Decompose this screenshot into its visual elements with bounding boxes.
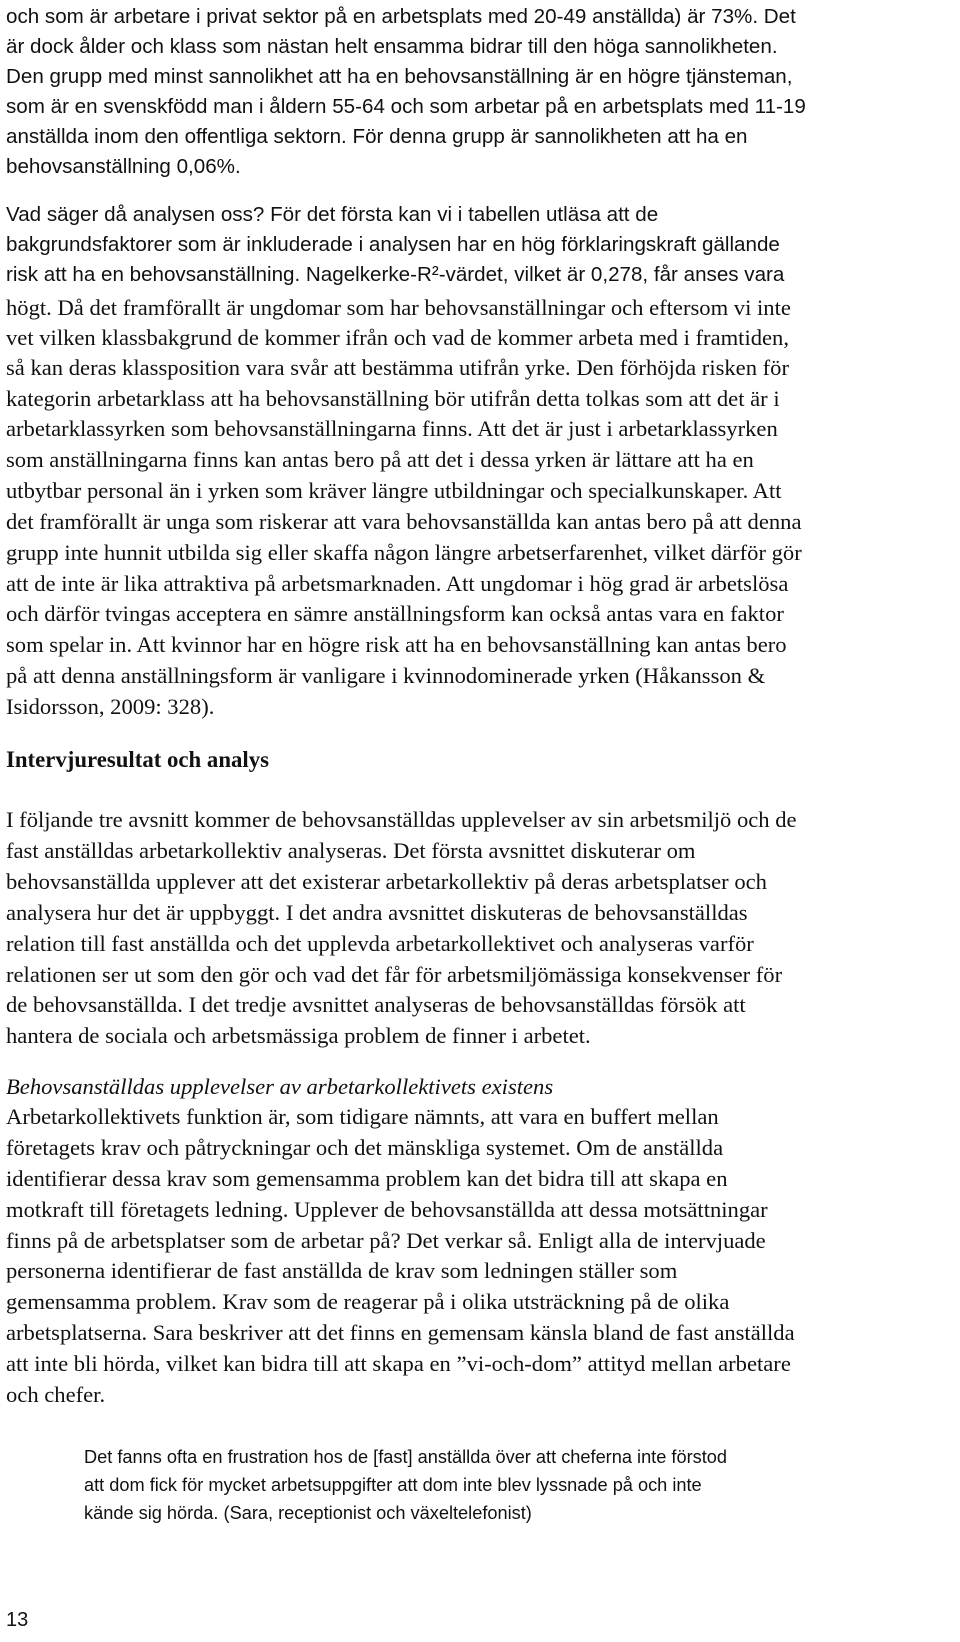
body-text-line: arbetsplatserna. Sara beskriver att det finns en gemensam känsla bland de fast anställda (6, 1320, 795, 1345)
body-text-line: kategorin arbetarklass att ha behovsanställning bör utifrån detta tolkas som att det är i (6, 386, 780, 411)
body-text-line: och därför tvingas acceptera en sämre anställningsform kan också antas vara en faktor (6, 601, 784, 626)
body-text-line: risk att ha en behovsanställning. Nagelkerke-R²-värdet, vilket är 0,278, får anses vara (6, 263, 785, 286)
body-text-line: arbetarklassyrken som behovsanställningarna finns. Att det är just i arbetarklassyrken (6, 416, 778, 441)
body-text-line: på att denna anställningsform är vanligare i kvinnodominerade yrken (Håkansson & (6, 663, 766, 688)
body-text-line: bakgrundsfaktorer som är inkluderade i analysen har en hög förklaringskraft gällande (6, 233, 780, 256)
page-number: 13 (6, 1609, 29, 1631)
body-text-line: företagets krav och påtryckningar och det mänskliga systemet. Om de anställda (6, 1135, 724, 1160)
body-text-line: Arbetarkollektivets funktion är, som tidigare nämnts, att vara en buffert mellan (6, 1104, 719, 1129)
body-text-line: relationen ser ut som den gör och vad det får för arbetsmiljömässiga konsekvenser för (6, 962, 783, 987)
body-text-line: behovsanställda upplever att det existerar arbetarkollektiv på deras arbetsplatser och (6, 869, 767, 894)
body-text-line: finns på de arbetsplatser som de arbetar på? Det verkar så. Enligt alla de intervjuade (6, 1228, 766, 1253)
body-text-line: motkraft till företagets ledning. Upplever de behovsanställda att dessa motsättningar (6, 1197, 768, 1222)
body-text-line: att inte bli hörda, vilket kan bidra till att skapa en ”vi-och-dom” attityd mellan arbetare (6, 1351, 791, 1376)
body-text-line: utbytbar personal än i yrken som kräver längre utbildningar och specialkunskaper. Att (6, 478, 782, 503)
body-text-line: Isidorsson, 2009: 328). (6, 694, 215, 719)
block-quote-line: att dom fick för mycket arbetsuppgifter att dom inte blev lyssnade på och inte (84, 1475, 702, 1495)
document-page (6, 0, 954, 1642)
body-text-line: gemensamma problem. Krav som de reagerar på i olika utsträckning på de olika (6, 1289, 730, 1314)
body-text-line: analysera hur det är uppbyggt. I det andra avsnittet diskuteras de behovsanställdas (6, 900, 748, 925)
body-text-line: de behovsanställda. I det tredje avsnittet analyseras de behovsanställdas försök att (6, 992, 746, 1017)
body-text-line: som är en svenskfödd man i åldern 55-64 och som arbetar på en arbetsplats med 11-19 (6, 95, 806, 118)
body-text-line: att de inte är lika attraktiva på arbetsmarknaden. Att ungdomar i hög grad är arbetslösa (6, 571, 789, 596)
body-text-line: och chefer. (6, 1382, 106, 1407)
block-quote-line: kände sig hörda. (Sara, receptionist och växeltelefonist) (84, 1503, 532, 1523)
body-text-line: relation till fast anställda och det upplevda arbetarkollektivet och analyseras varför (6, 931, 754, 956)
body-text-line: hantera de sociala och arbetsmässiga problem de finner i arbetet. (6, 1023, 591, 1048)
body-text-line: det framförallt är unga som riskerar att vara behovsanställda kan antas bero på att denna (6, 509, 802, 534)
body-text-line: anställda inom den offentliga sektorn. För denna grupp är sannolikheten att ha en (6, 125, 748, 148)
body-text-line: och som är arbetare i privat sektor på en arbetsplats med 20-49 anställda) är 73%. Det (6, 5, 796, 28)
body-text-line: högt. Då det framförallt är ungdomar som har behovsanställningar och eftersom vi inte (6, 295, 791, 320)
body-text-line: identifierar dessa krav som gemensamma problem kan det bidra till att skapa en (6, 1166, 728, 1191)
body-text-line: I följande tre avsnitt kommer de behovsanställdas upplevelser av sin arbetsmiljö och de (6, 807, 797, 832)
block-quote-line: Det fanns ofta en frustration hos de [fast] anställda över att cheferna inte förstod (84, 1447, 728, 1467)
section-subheading: Behovsanställdas upplevelser av arbetarkollektivets existens (6, 1074, 554, 1099)
section-heading: Intervjuresultat och analys (6, 747, 270, 772)
body-text-line: personerna identifierar de fast anställda de krav som ledningen ställer som (6, 1258, 678, 1283)
body-text-line: så kan deras klassposition vara svår att bestämma utifrån yrke. Den förhöjda risken för (6, 355, 790, 380)
body-text-line: Den grupp med minst sannolikhet att ha en behovsanställning är en högre tjänsteman, (6, 65, 793, 88)
body-text-line: som anställningarna finns kan antas bero på att det i dessa yrken är lättare att ha en (6, 447, 754, 472)
body-text-line: som spelar in. Att kvinnor har en högre risk att ha en behovsanställning kan antas bero (6, 632, 787, 657)
body-text-line: fast anställdas arbetarkollektiv analyseras. Det första avsnittet diskuterar om (6, 838, 696, 863)
body-text-line: vet vilken klassbakgrund de kommer ifrån och vad de kommer arbeta med i framtiden, (6, 325, 789, 350)
body-text-line: behovsanställning 0,06%. (6, 155, 241, 178)
body-text-line: grupp inte hunnit utbilda sig eller skaffa någon längre arbetserfarenhet, vilket därför gör (6, 540, 802, 565)
body-text-line: är dock ålder och klass som nästan helt ensamma bidrar till den höga sannolikheten. (6, 35, 778, 58)
body-text-line: Vad säger då analysen oss? För det första kan vi i tabellen utläsa att de (6, 203, 659, 226)
